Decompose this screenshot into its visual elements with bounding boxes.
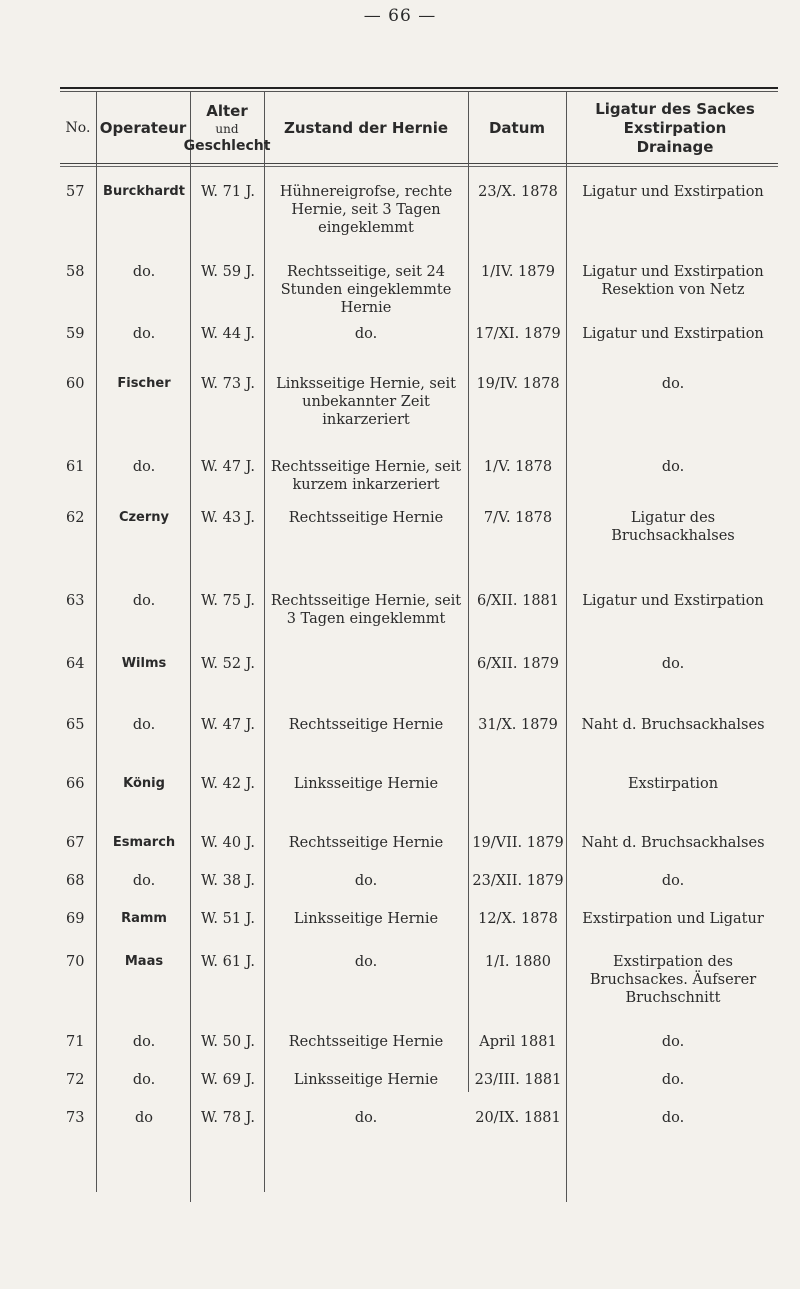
datum-cell: 1/I. 1880 [485,954,551,970]
row-number: 58 [66,264,85,280]
operateur-cell: do. [132,1034,156,1050]
alter-cell: W. 51 J. [201,911,255,927]
operateur-cell: Maas [124,954,164,969]
ligatur-cell: do. [661,376,685,392]
row-number: 73 [66,1110,85,1126]
datum-cell: 1/IV. 1879 [481,264,555,280]
alter-cell: W. 61 J. [201,954,255,970]
header-rule [60,163,778,164]
row-number: 59 [66,326,85,342]
header-zustand: Zustand der Hernie [283,118,449,137]
zustand-cell: Rechtsseitige Hernie [288,835,444,851]
alter-cell: W. 47 J. [201,459,255,475]
row-number: 69 [66,911,85,927]
zustand-cell: Rechtsseitige Hernie [288,1034,444,1050]
operateur-cell: Esmarch [112,835,176,850]
alter-cell: W. 78 J. [201,1110,255,1126]
row-number: 64 [66,656,85,672]
alter-cell: W. 43 J. [201,510,255,526]
ligatur-cell: Exstirpation des Bruchsackes. Äufserer Bruchschnitt [589,954,757,1006]
row-number: 65 [66,717,85,733]
alter-cell: W. 38 J. [201,873,255,889]
operateur-cell: do [134,1110,153,1126]
ligatur-cell: Exstirpation und Ligatur [582,911,764,927]
zustand-cell: Linksseitige Hernie [293,1072,439,1088]
header-operateur: Operateur [99,118,187,137]
datum-cell: 1/V. 1878 [483,459,553,475]
ligatur-cell: Ligatur und Exstirpation [582,593,764,609]
zustand-cell: do. [354,873,378,889]
alter-cell: W. 44 J. [201,326,255,342]
datum-cell: 17/XI. 1879 [475,326,561,342]
alter-cell: W. 52 J. [201,656,255,672]
operateur-cell: do. [132,1072,156,1088]
alter-cell: W. 73 J. [201,376,255,392]
header-alter [183,96,271,160]
row-number: 72 [66,1072,85,1088]
alter-cell: W. 50 J. [201,1034,255,1050]
alter-cell: W. 69 J. [201,1072,255,1088]
datum-cell: 23/X. 1878 [478,184,558,200]
ligatur-cell: do. [661,1110,685,1126]
zustand-cell: Hühnereigrofse, rechte Hernie, seit 3 Tagen eingeklemmt [279,184,453,236]
zustand-cell: Linksseitige Hernie [293,776,439,792]
alter-cell: W. 75 J. [201,593,255,609]
zustand-cell: do. [354,1110,378,1126]
operateur-cell: do. [132,459,156,475]
header-no: No. [65,120,91,136]
zustand-cell: Rechtsseitige Hernie, seit kurzem inkarzeriert [270,459,462,493]
zustand-cell: Rechtsseitige Hernie [288,510,444,526]
zustand-cell: Rechtsseitige, seit 24 Stunden eingeklemmte Hernie [280,264,452,316]
datum-cell: 20/IX. 1881 [475,1110,561,1126]
operateur-cell: Fischer [117,376,171,391]
datum-cell: 31/X. 1879 [478,717,558,733]
datum-cell: 12/X. 1878 [478,911,558,927]
alter-cell: W. 47 J. [201,717,255,733]
operateur-cell: do. [132,873,156,889]
datum-cell: 19/IV. 1878 [476,376,560,392]
datum-cell: 19/VII. 1879 [472,835,564,851]
operateur-cell: do. [132,264,156,280]
header-datum: Datum [488,118,546,137]
top-rule [60,87,778,89]
ligatur-cell: Ligatur des Bruchsackhalses [611,510,735,544]
datum-cell: 23/XII. 1879 [472,873,564,889]
ligatur-cell: Ligatur und Exstirpation [582,326,764,342]
operateur-cell: do. [132,717,156,733]
operateur-cell: König [123,776,165,791]
row-number: 66 [66,776,85,792]
header-rule-thin [60,166,778,167]
row-number: 67 [66,835,85,851]
zustand-cell: Linksseitige Hernie, seit unbekannter Zeit inkarzeriert [276,376,456,428]
zustand-cell: Rechtsseitige Hernie [288,717,444,733]
operateur-cell: Burckhardt [103,184,185,199]
row-number: 60 [66,376,85,392]
ligatur-cell: do. [661,459,685,475]
operateur-cell: do. [132,593,156,609]
datum-cell: 6/XII. 1881 [476,593,559,609]
zustand-cell: Linksseitige Hernie [293,911,439,927]
alter-cell: W. 42 J. [201,776,255,792]
column-divider [96,92,97,1192]
alter-cell: W. 59 J. [201,264,255,280]
datum-cell: 6/XII. 1879 [476,656,559,672]
row-number: 57 [66,184,85,200]
operateur-cell: Czerny [118,510,170,525]
column-divider [190,92,191,1202]
zustand-cell: do. [354,326,378,342]
alter-cell: W. 40 J. [201,835,255,851]
page-number: — 66 — [363,6,437,26]
top-rule-thin [60,91,778,92]
row-number: 70 [66,954,85,970]
ligatur-cell: do. [661,1034,685,1050]
operateur-cell: Wilms [121,656,167,671]
header-ligatur: Ligatur des Sackes Exstirpation Drainage [595,99,755,156]
row-number: 61 [66,459,85,475]
ligatur-cell: Naht d. Bruchsackhalses [581,835,765,851]
row-number: 68 [66,873,85,889]
column-divider [264,92,265,1192]
header-alter-line1: Alter [206,102,248,120]
row-number: 62 [66,510,85,526]
row-number: 71 [66,1034,85,1050]
ligatur-cell: Exstirpation [627,776,719,792]
datum-cell: April 1881 [479,1034,557,1050]
zustand-cell: Rechtsseitige Hernie, seit 3 Tagen eingeklemmt [270,593,462,627]
ligatur-cell: Ligatur und Exstirpation Resektion von Netz [582,264,764,298]
ligatur-cell: Naht d. Bruchsackhalses [581,717,765,733]
alter-cell: W. 71 J. [201,184,255,200]
header-alter-line3: Geschlecht [183,138,271,154]
zustand-cell: do. [354,954,378,970]
datum-cell: 23/III. 1881 [474,1072,562,1088]
header-alter-line2: und [215,122,239,136]
ligatur-cell: do. [661,1072,685,1088]
operateur-cell: do. [132,326,156,342]
ligatur-cell: Ligatur und Exstirpation [582,184,764,200]
row-number: 63 [66,593,85,609]
ligatur-cell: do. [661,656,685,672]
operateur-cell: Ramm [121,911,167,926]
ligatur-cell: do. [661,873,685,889]
datum-cell: 7/V. 1878 [483,510,553,526]
